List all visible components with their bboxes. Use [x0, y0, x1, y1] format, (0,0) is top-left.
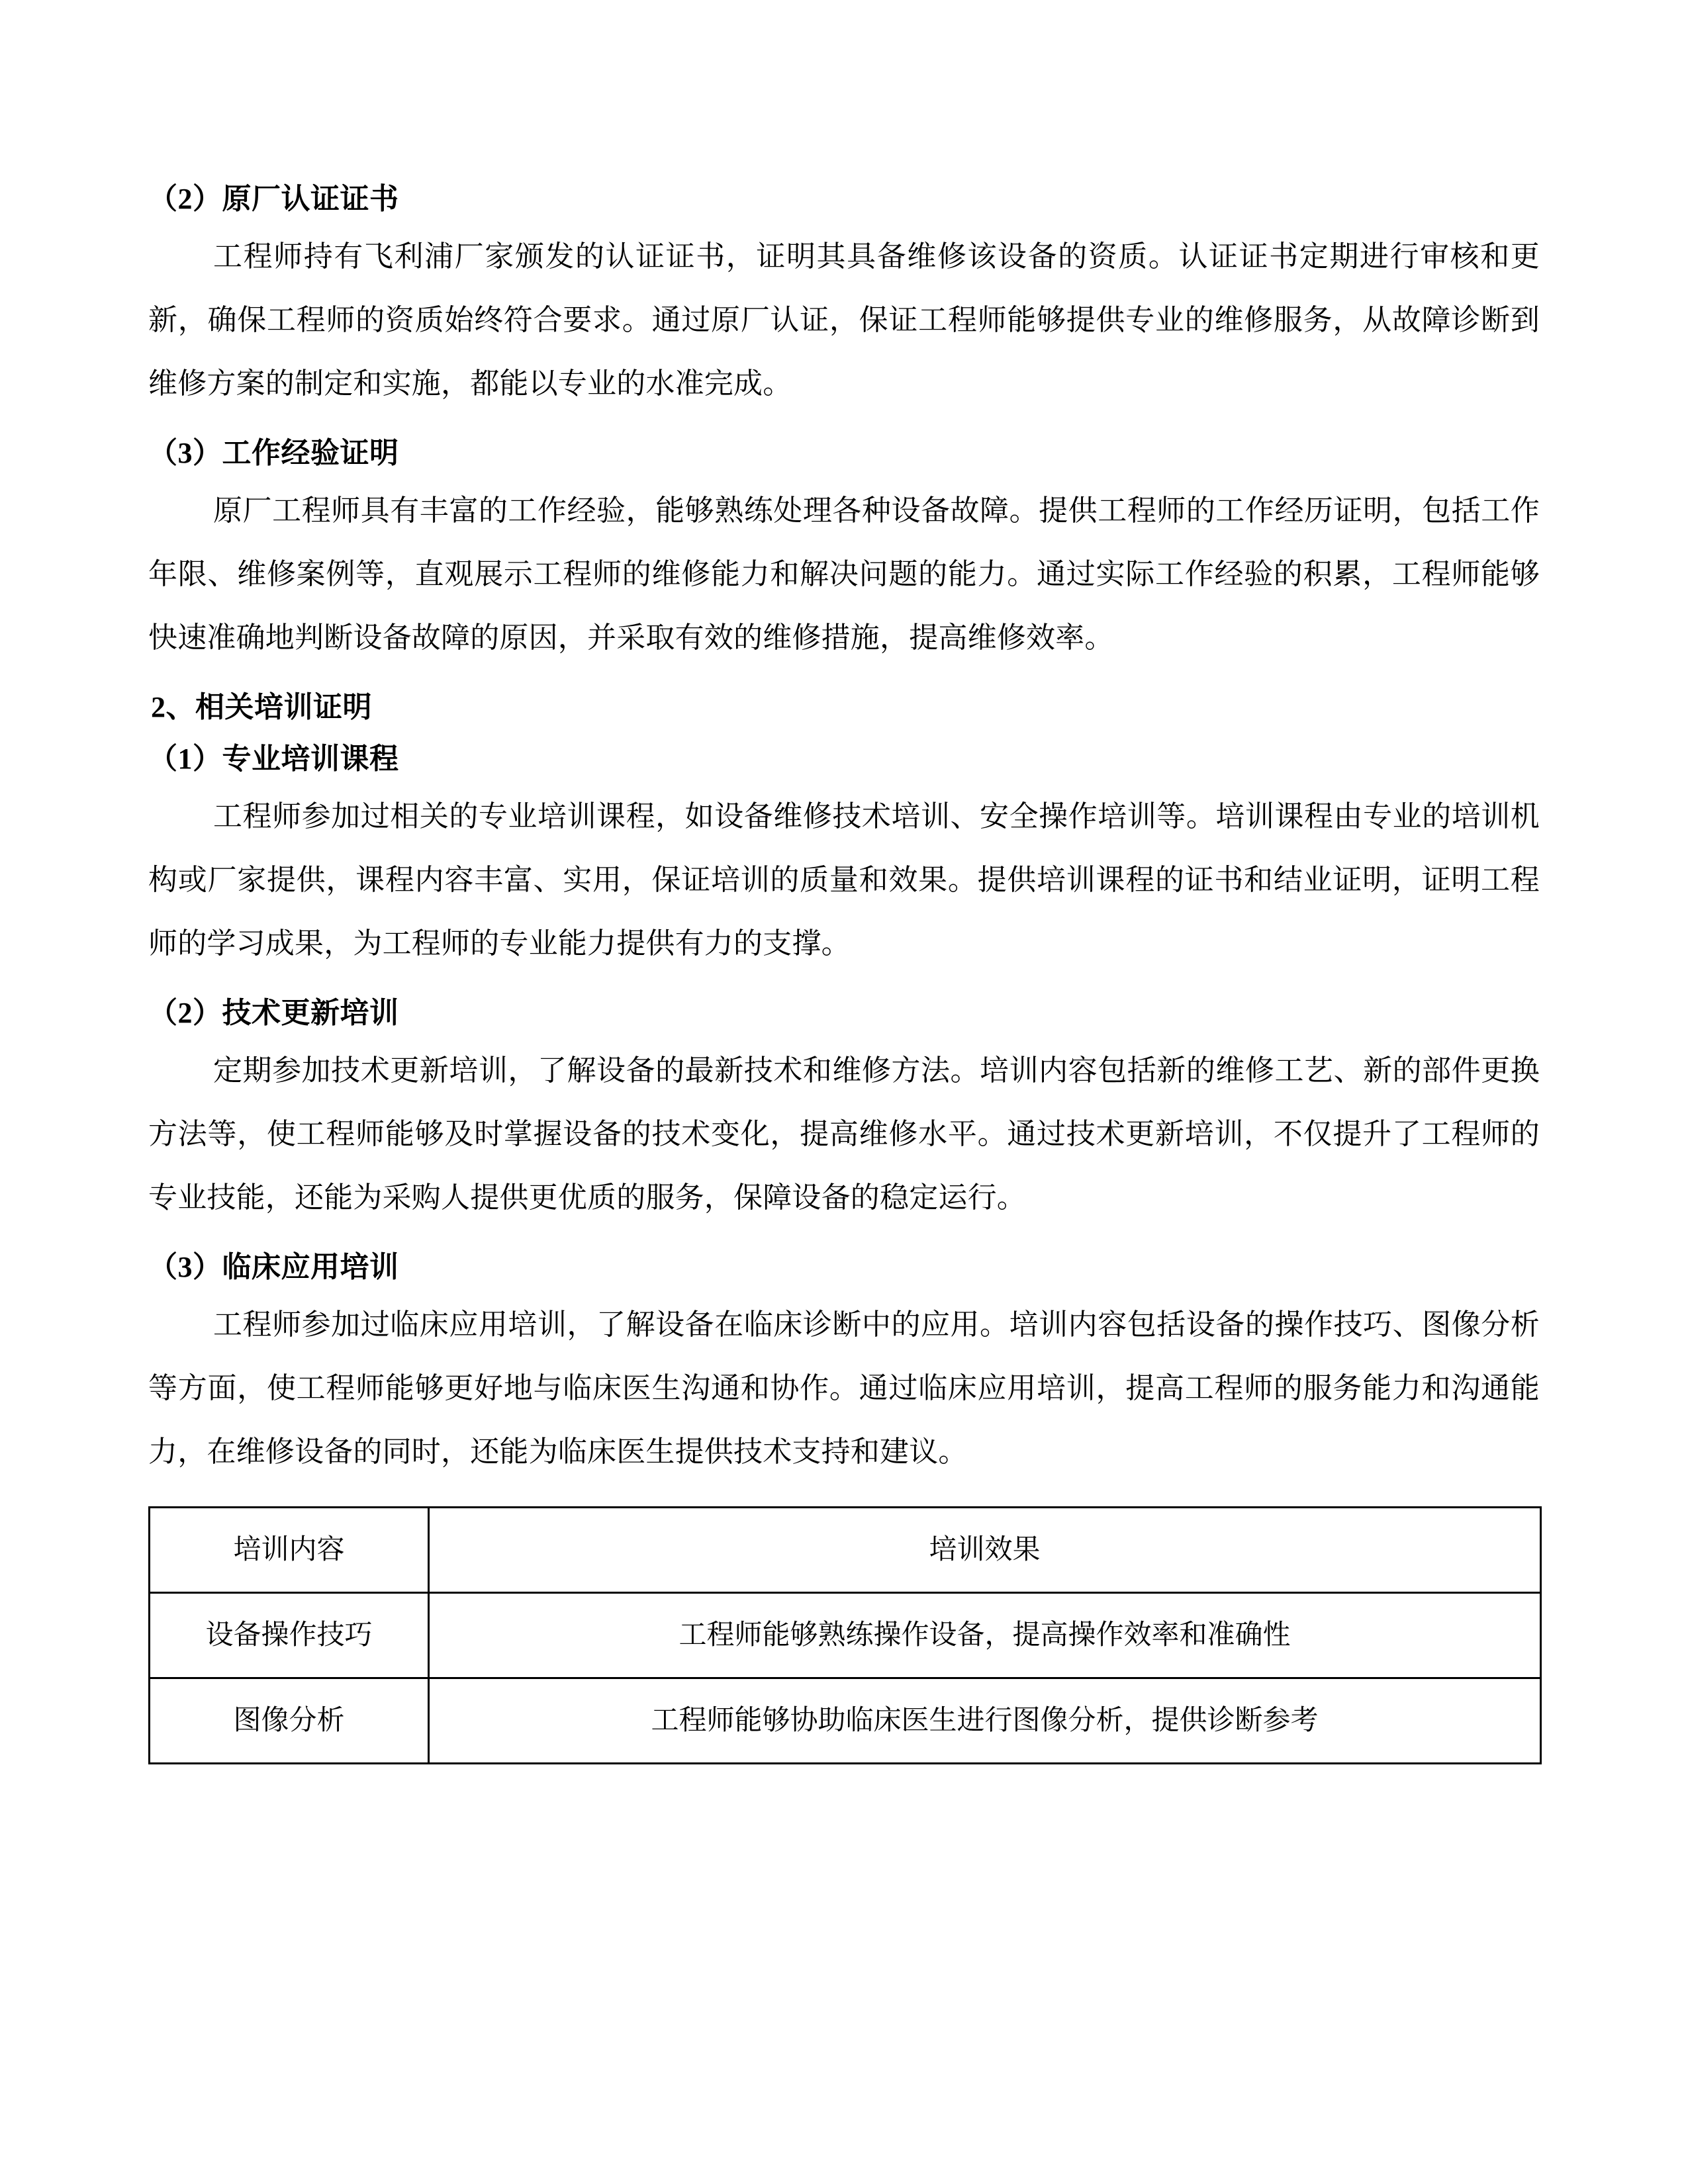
table-cell-training-effect: 工程师能够熟练操作设备，提高操作效率和准确性 [429, 1593, 1541, 1678]
table-row [150, 1593, 1541, 1678]
heading-original-factory-certificate: （2）原厂认证证书 [148, 183, 399, 215]
table-cell-training-content: 设备操作技巧 [150, 1593, 429, 1678]
heading-related-training-proof: 2、相关培训证明 [151, 691, 372, 723]
table-cell-training-content: 图像分析 [150, 1678, 429, 1764]
table-header-cell-training-effect: 培训效果 [429, 1508, 1541, 1593]
spacer [148, 1230, 1540, 1242]
paragraph-original-factory-certificate: 工程师持有飞利浦厂家颁发的认证证书，证明其具备维修该设备的资质。认证证书定期进行审核和更新，确保工程师的资质始终符合要求。通过原厂认证，保证工程师能够提供专业的维修服务，从故障诊断到维修方案的制定和实施，都能以专业的水准完成。 [148, 240, 1540, 400]
paragraph-work-experience-proof: 原厂工程师具有丰富的工作经验，能够熟练处理各种设备故障。提供工程师的工作经历证明，包括工作年限、维修案例等，直观展示工程师的维修能力和解决问题的能力。通过实际工作经验的积累，工程师能够快速准确地判断设备故障的原因，并采取有效的维修措施，提高维修效率。 [148, 494, 1540, 654]
table-cell-training-effect: 工程师能够协助临床医生进行图像分析，提供诊断参考 [429, 1678, 1541, 1764]
paragraph-professional-training-course: 工程师参加过相关的专业培训课程，如设备维修技术培训、安全操作培训等。培训课程由专业的培训机构或厂家提供，课程内容丰富、实用，保证培训的质量和效果。提供培训课程的证书和结业证明，证明工程师的学习成果，为工程师的专业能力提供有力的支撑。 [148, 800, 1540, 960]
table-header-row [150, 1508, 1541, 1593]
heading-clinical-application-training: （3）临床应用培训 [148, 1251, 399, 1283]
training-table [148, 1506, 1542, 1764]
paragraph-technology-update-training: 定期参加技术更新培训，了解设备的最新技术和维修方法。培训内容包括新的维修工艺、新的部件更换方法等，使工程师能够及时掌握设备的技术变化，提高维修水平。通过技术更新培训，不仅提升了工程师的专业技能，还能为采购人提供更优质的服务，保障设备的稳定运行。 [148, 1054, 1540, 1214]
spacer [148, 416, 1540, 428]
spacer [148, 670, 1540, 682]
document-body [148, 173, 1540, 1764]
heading-professional-training-course: （1）专业培训课程 [148, 743, 399, 775]
heading-work-experience-proof: （3）工作经验证明 [148, 437, 399, 469]
heading-technology-update-training: （2）技术更新培训 [148, 997, 399, 1029]
spacer [148, 976, 1540, 987]
training-table-wrapper [148, 1506, 1540, 1764]
table-row [150, 1678, 1541, 1764]
table-header-cell-training-content: 培训内容 [150, 1508, 429, 1593]
paragraph-clinical-application-training: 工程师参加过临床应用培训，了解设备在临床诊断中的应用。培训内容包括设备的操作技巧、图像分析等方面，使工程师能够更好地与临床医生沟通和协作。通过临床应用培训，提高工程师的服务能力和沟通能力，在维修设备的同时，还能为临床医生提供技术支持和建议。 [148, 1308, 1540, 1468]
